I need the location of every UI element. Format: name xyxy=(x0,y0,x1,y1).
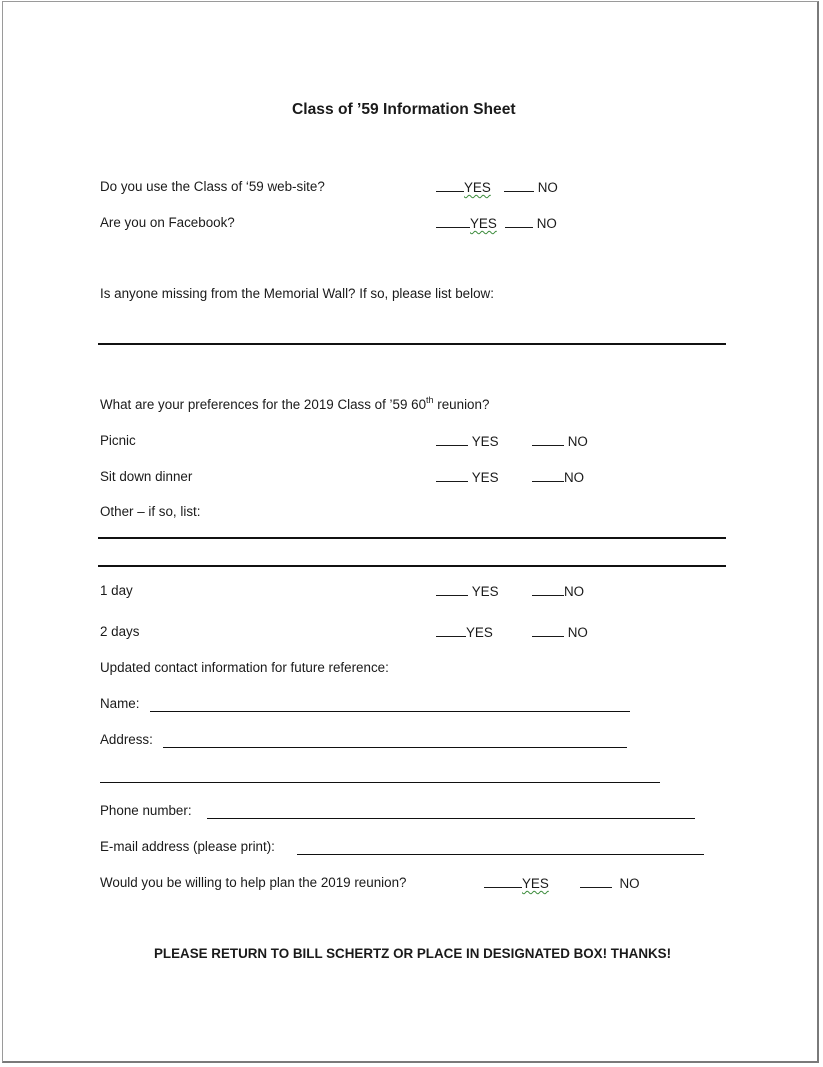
question-website: Do you use the Class of ‘59 web-site? xyxy=(100,179,325,194)
dinner-no-label: NO xyxy=(564,470,585,485)
1day-no-label: NO xyxy=(564,584,585,599)
question-memorial-wall: Is anyone missing from the Memorial Wall? If so, please list below: xyxy=(100,286,494,301)
page-title: Class of ’59 Information Sheet xyxy=(292,101,516,118)
facebook-yes-option[interactable] xyxy=(436,215,497,231)
memorial-answer-line[interactable] xyxy=(98,343,726,345)
name-field[interactable] xyxy=(150,711,630,712)
address-field[interactable] xyxy=(163,747,627,748)
help-yes-option[interactable] xyxy=(484,875,549,891)
preferences-text-end: reunion? xyxy=(433,397,490,412)
preferences-text: What are your preferences for the 2019 Class of ’59 60 xyxy=(100,397,427,412)
picnic-yes-label: YES xyxy=(471,434,499,449)
2days-yes-label: YES xyxy=(466,625,493,640)
website-no-label: NO xyxy=(537,180,558,195)
picnic-yes-option[interactable] xyxy=(436,433,499,449)
2days-no-option[interactable] xyxy=(532,624,588,640)
2days-yes-option[interactable] xyxy=(436,624,493,640)
1day-no-option[interactable] xyxy=(532,583,584,599)
option-sit-down-dinner: Sit down dinner xyxy=(100,469,193,484)
help-no-option[interactable] xyxy=(580,875,640,891)
facebook-no-option[interactable] xyxy=(505,215,557,231)
1day-yes-label: YES xyxy=(471,584,499,599)
return-instructions: PLEASE RETURN TO BILL SCHERTZ OR PLACE IN DESIGNATED BOX! THANKS! xyxy=(154,946,672,961)
question-facebook: Are you on Facebook? xyxy=(100,215,235,230)
facebook-no-label: NO xyxy=(536,216,557,231)
other-answer-line-1[interactable] xyxy=(98,537,726,539)
2days-no-label: NO xyxy=(567,625,588,640)
dinner-no-option[interactable] xyxy=(532,469,584,485)
help-no-label: NO xyxy=(619,876,640,891)
phone-label: Phone number: xyxy=(100,803,192,818)
website-no-option[interactable] xyxy=(504,179,558,195)
question-help-plan: Would you be willing to help plan the 2019 reunion? xyxy=(100,875,407,890)
option-other: Other – if so, list: xyxy=(100,504,201,519)
address-label: Address: xyxy=(100,732,153,747)
option-2-days: 2 days xyxy=(100,624,140,639)
document-page xyxy=(2,1,819,1063)
website-yes-label: YES xyxy=(464,180,491,195)
dinner-yes-option[interactable] xyxy=(436,469,499,485)
option-1-day: 1 day xyxy=(100,583,133,598)
website-yes-option[interactable] xyxy=(436,179,491,195)
address-field-line-2[interactable] xyxy=(100,782,660,783)
option-picnic: Picnic xyxy=(100,433,136,448)
question-preferences xyxy=(100,397,489,412)
facebook-yes-label: YES xyxy=(470,216,497,231)
other-answer-line-2[interactable] xyxy=(98,565,726,567)
help-yes-label: YES xyxy=(522,876,549,891)
picnic-no-label: NO xyxy=(567,434,588,449)
phone-field[interactable] xyxy=(207,818,695,819)
picnic-no-option[interactable] xyxy=(532,433,588,449)
name-label: Name: xyxy=(100,696,140,711)
1day-yes-option[interactable] xyxy=(436,583,499,599)
preferences-superscript: th xyxy=(426,395,434,405)
dinner-yes-label: YES xyxy=(471,470,499,485)
email-field[interactable] xyxy=(297,854,704,855)
contact-heading: Updated contact information for future reference: xyxy=(100,660,389,675)
email-label: E-mail address (please print): xyxy=(100,839,275,854)
